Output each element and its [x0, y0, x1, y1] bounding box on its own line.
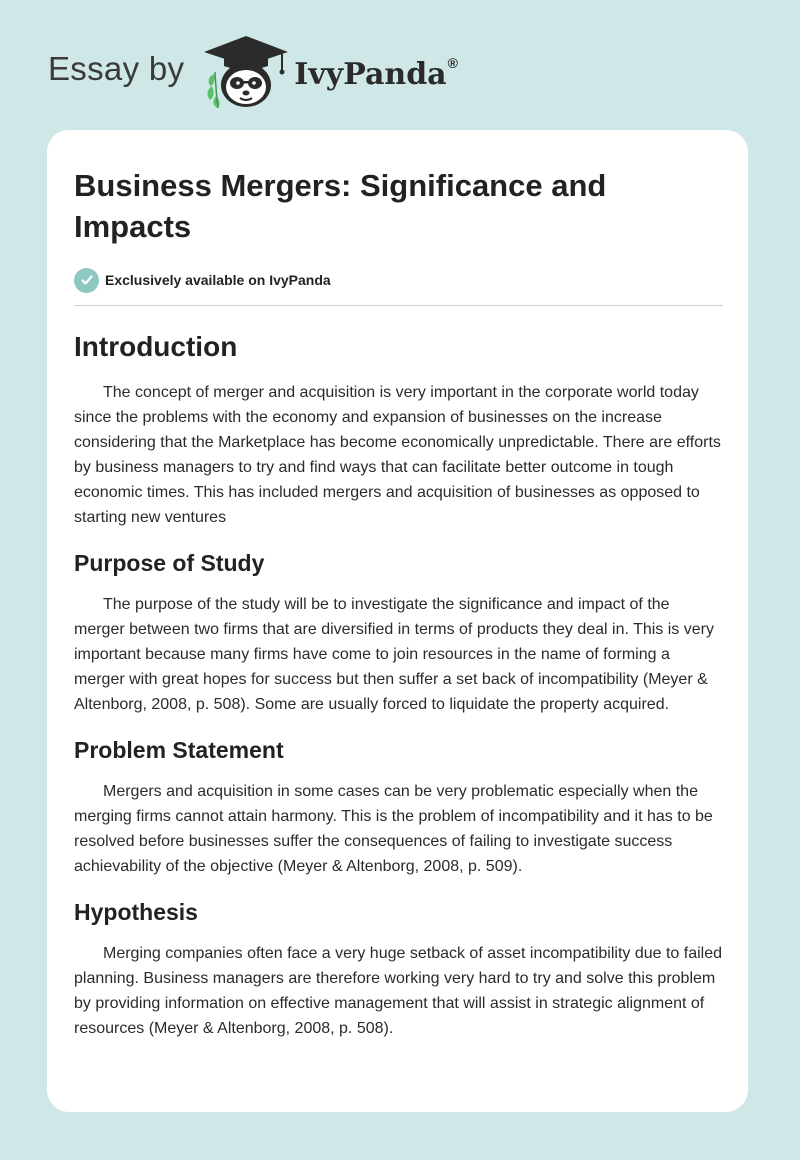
- section-heading-introduction: Introduction: [74, 331, 238, 362]
- section-heading-purpose: Purpose of Study: [74, 550, 265, 576]
- section-body-problem-statement: Mergers and acquisition in some cases can be very problematic especially when the merging firms cannot attain harmony. This is the problem of incompatibility and it has to be resolved before businesses suffer the consequences of failing to investigate success achievability of the objective (Meyer & Altenborg, 2008, p. 509).: [74, 783, 713, 875]
- site-header: [48, 30, 458, 110]
- page-title: Business Mergers: Significance and Impacts: [74, 168, 607, 244]
- section-body-hypothesis: Merging companies often face a very huge setback of asset incompatibility due to failed planning. Business managers are therefore working very hard to try and solve this problem by providing information on effective management that will assist in strategic alignment of resources (Meyer & Altenborg, 2008, p. 508).: [74, 945, 723, 1037]
- title-divider: [74, 305, 723, 306]
- section-heading-hypothesis: Hypothesis: [74, 899, 198, 925]
- essay-by-label: Essay by: [48, 50, 185, 87]
- checkmark-icon: [74, 268, 99, 293]
- brand-name[interactable]: IvyPanda®: [294, 54, 458, 92]
- essay-content: [74, 165, 724, 1041]
- section-body-introduction: The concept of merger and acquisition is very important in the corporate world today since the problems with the economy and expansion of businesses on the increase considering that the Marketplace has become economically unpredictable. There are efforts by business managers to try and find ways that can facilitate better outcome in tough economic times. This has included mergers and acquisition of businesses as opposed to starting new ventures: [74, 384, 721, 526]
- exclusive-badge: [74, 267, 724, 293]
- registered-mark: ®: [447, 54, 458, 71]
- section-heading-problem-statement: Problem Statement: [74, 737, 284, 763]
- essay-card: [47, 130, 748, 1112]
- section-body-purpose: The purpose of the study will be to investigate the significance and impact of the merger between two firms that are diversified in terms of products they deal in. This is very important because many firms have come to join resources in the name of forming a merger with great hopes for success but then suffer a set back of incompatibility (Meyer & Altenborg, 2008, p. 508). Some are usually forced to liquidate the property acquired.: [74, 596, 714, 713]
- ivypanda-logo-icon[interactable]: [202, 30, 290, 110]
- exclusive-badge-text: Exclusively available on IvyPanda: [105, 272, 331, 288]
